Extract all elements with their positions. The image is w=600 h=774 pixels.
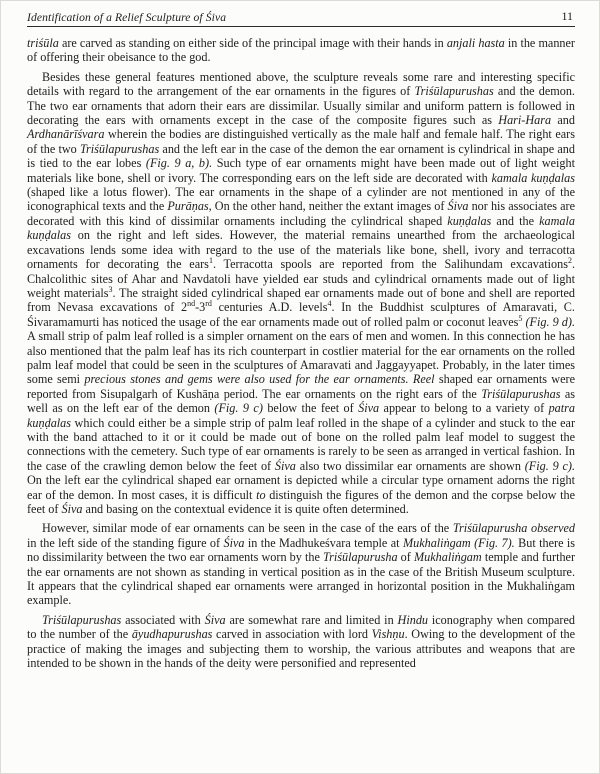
text-run: observed [531, 521, 575, 536]
text-run: -3 [195, 300, 206, 315]
text-run: iconography when compared to the number of the [27, 612, 575, 642]
text-run: as well as on the left ear of the demon [27, 386, 576, 416]
text-run: carved in association with lord [212, 627, 372, 642]
text-run: precious stones and gems were also used for the ear ornaments. Reel [84, 372, 435, 387]
text-run: to [256, 487, 266, 502]
text-run: nor his associates are decorated with this kind of dissimilar ornaments including the cylindrical shaped [27, 199, 575, 228]
text-run: are somewhat rare and limited in [225, 612, 398, 627]
text-run: in the left side of the standing figure of [27, 535, 224, 550]
text-run: Mukhaliṅgam [402, 535, 471, 550]
text-run: and the left ear in the case of the demon the ear ornament is cylindrical in shape and is tied to the ear lobes [27, 141, 575, 171]
text-run: kuṇḍalas [447, 213, 492, 228]
text-run: are carved as standing on either side of the principal image with their hands in [58, 36, 447, 50]
text-run: A small strip of palm leaf rolled is a simpler ornament on the ears of men and women. In this connection he has also mentioned that the palm leaf has its rich counterpart in costlier material for the ear ornaments on the rolled palm leaf model that could be seen in the sculptures of Amaravati and Jaggayyapet. Probably, in the later times some semi [27, 329, 575, 387]
text-run: and [551, 113, 575, 128]
text-run: Vishṇu [371, 627, 405, 642]
paragraph [27, 521, 575, 607]
footnote-marker: nd [187, 299, 196, 309]
footnote-marker: 1 [208, 256, 213, 266]
text-run: Triśūlapurushas [42, 612, 122, 627]
text-run: Śiva [447, 199, 469, 214]
text-run: . Terracotta spools are reported from the Salihundam excavations [212, 257, 568, 272]
text-run: Mukhaliṅgam [413, 550, 482, 565]
text-run: kamala kuṇḍalas [27, 213, 575, 243]
text-run: (Fig. 9 c) [214, 401, 263, 416]
text-run: (Fig. 7). [474, 535, 515, 550]
text-run: On the left ear the cylindrical shaped ear ornament is depicted while a circular type ornament adorns the right ear of the demon. In most cases, it is difficult [27, 473, 575, 502]
text-run: Ardhanārīśvara [27, 127, 105, 142]
text-run: wherein the bodies are distinguished vertically as the male half and female half. The right ears of the two [27, 127, 575, 156]
footnote-marker: 4 [327, 299, 332, 309]
text-run: However, similar mode of ear ornaments can be seen in the case of the ears of the [42, 521, 453, 536]
text-run: Śiva [61, 502, 83, 516]
text-run: . In the Buddhist sculptures of Amaravati, C. Śivaramamurti has noticed the usage of the ear ornaments made out of rolled palm or coconut leaves [27, 300, 575, 329]
text-run: Triśūlapurushas [481, 386, 561, 401]
text-run: and basing on the contextual evidence it is quite often determined. [82, 502, 409, 516]
text-run: kamala kuṇḍalas [491, 170, 575, 185]
text-run: Śiva [223, 535, 245, 550]
text-run: in the Madhukeśvara temple at [244, 535, 403, 550]
text-run: temple and further the ear ornaments are not shown as standing in vertical position as in the case of the British Museum sculpture. It appears that the cylindrical shaped ear ornaments were arranged in horizontal position in the Mukhaliṅgam example. [27, 550, 576, 608]
text-run: shaped ear ornaments were reported from Sisupalgarh of Kushāṇa period. The ear ornaments on the right ears of the [27, 372, 575, 401]
text-run: . Owing to the development of the practice of making the images and subjecting them to worship, the various attributes and weapons that are intended to be shown in the hands of the deity were personified and represented [27, 627, 575, 671]
text-run: below the feet of [262, 401, 359, 416]
footnote-marker: 5 [518, 313, 523, 323]
running-title: Identification of a Relief Sculpture of Śiva [27, 11, 227, 24]
text-run: āyudhapurushas [131, 627, 213, 642]
text-run: of [397, 550, 414, 565]
text-run: distinguish the figures of the demon and the corpse below the feet of [27, 487, 575, 516]
text-run: Purāṇas [167, 199, 209, 214]
text-run: in the manner of offering their obeisance to the god. [27, 36, 575, 65]
text-run: (Fig. 9 a, b). [145, 156, 213, 171]
text-run: . The straight sided cylindrical shaped ear ornaments made out of bone and shell are reported from Nevasa excavations of 2 [27, 285, 576, 315]
paragraph [27, 36, 575, 65]
text-run: Śiva [358, 401, 380, 416]
text-run: Triśūlapurusha [323, 550, 398, 565]
text-run: appear to belong to a variety of [379, 401, 549, 416]
text-run: (Fig. 9 c). [524, 458, 575, 473]
text-run: centuries A.D. levels [211, 300, 328, 315]
text-run: Hari-Hara [498, 113, 552, 128]
text-run: Triśūlapurushas [414, 84, 494, 99]
text-run: also two dissimilar ear ornaments are shown [295, 458, 525, 473]
text-run: which could either be a simple strip of palm leaf rolled in the shape of a cylinder and stuck to the ear with the band attached to it or it could be made out of bone on the rolled palm leaf model to suggest the connections with the cemetery. Such type of ear ornaments is rarely to be seen as arranged in vertical fashion. In the case of the crawling demon below the feet of [27, 415, 575, 473]
text-run: But there is no dissimilarity between the two ear ornaments worn by the [27, 535, 576, 565]
text-run: and the [491, 213, 540, 228]
text-run: , On the other hand, neither the extant images of [208, 199, 448, 214]
paragraph [27, 613, 575, 671]
paragraph [27, 70, 575, 517]
text-run: anjali hasta [446, 36, 505, 50]
page-number: 11 [561, 9, 573, 23]
footnote-marker: rd [205, 299, 212, 309]
footnote-marker: 3 [108, 284, 113, 294]
text-run: Such type of ear ornaments might have been made out of light weight materials like bone, shell or ivory. The corresponding ears on the left side are decorated with [27, 156, 575, 185]
text-run: triśūla [27, 36, 59, 50]
text-run: associated with [121, 612, 205, 627]
text-run: patra kuṇḍalas [27, 401, 575, 430]
text-run: Triśūlapurushas [79, 141, 160, 156]
page-header [27, 9, 575, 27]
footnote-marker: 2 [567, 256, 572, 266]
article-body [27, 36, 575, 670]
text-run: (shaped like a lotus flower). The ear ornaments in the shape of a cylinder are not mentioned in any of the iconographical texts and the [27, 185, 575, 214]
text-run: . Chalcolithic sites of Ahar and Navdatoli have yielded ear studs and cylindrical ornaments made out of light weight materials [27, 257, 575, 300]
text-run: Hindu [397, 612, 429, 627]
text-run: Besides these general features mentioned above, the sculpture reveals some rare and interesting specific details with regard to the arrangement of the ear ornaments in the figures of [27, 69, 575, 99]
text-run: and the demon. The two ear ornaments that adorn their ears are dissimilar. Usually similar and uniform pattern is followed in decorating the ears with ornaments except in the case of the composite figures such as [27, 84, 575, 128]
text-run: Śiva [204, 612, 226, 627]
text-run: (Fig. 9 d). [525, 314, 575, 329]
text-run: Śiva [274, 458, 296, 473]
text-run: Triśūlapurusha [452, 521, 528, 536]
text-run: on the right and left sides. However, the material remains unearthed from the archaeological excavations lends some idea with regard to the use of the materials like bone, shell, ivory and terracotta ornaments for decorating the ears [27, 228, 575, 272]
